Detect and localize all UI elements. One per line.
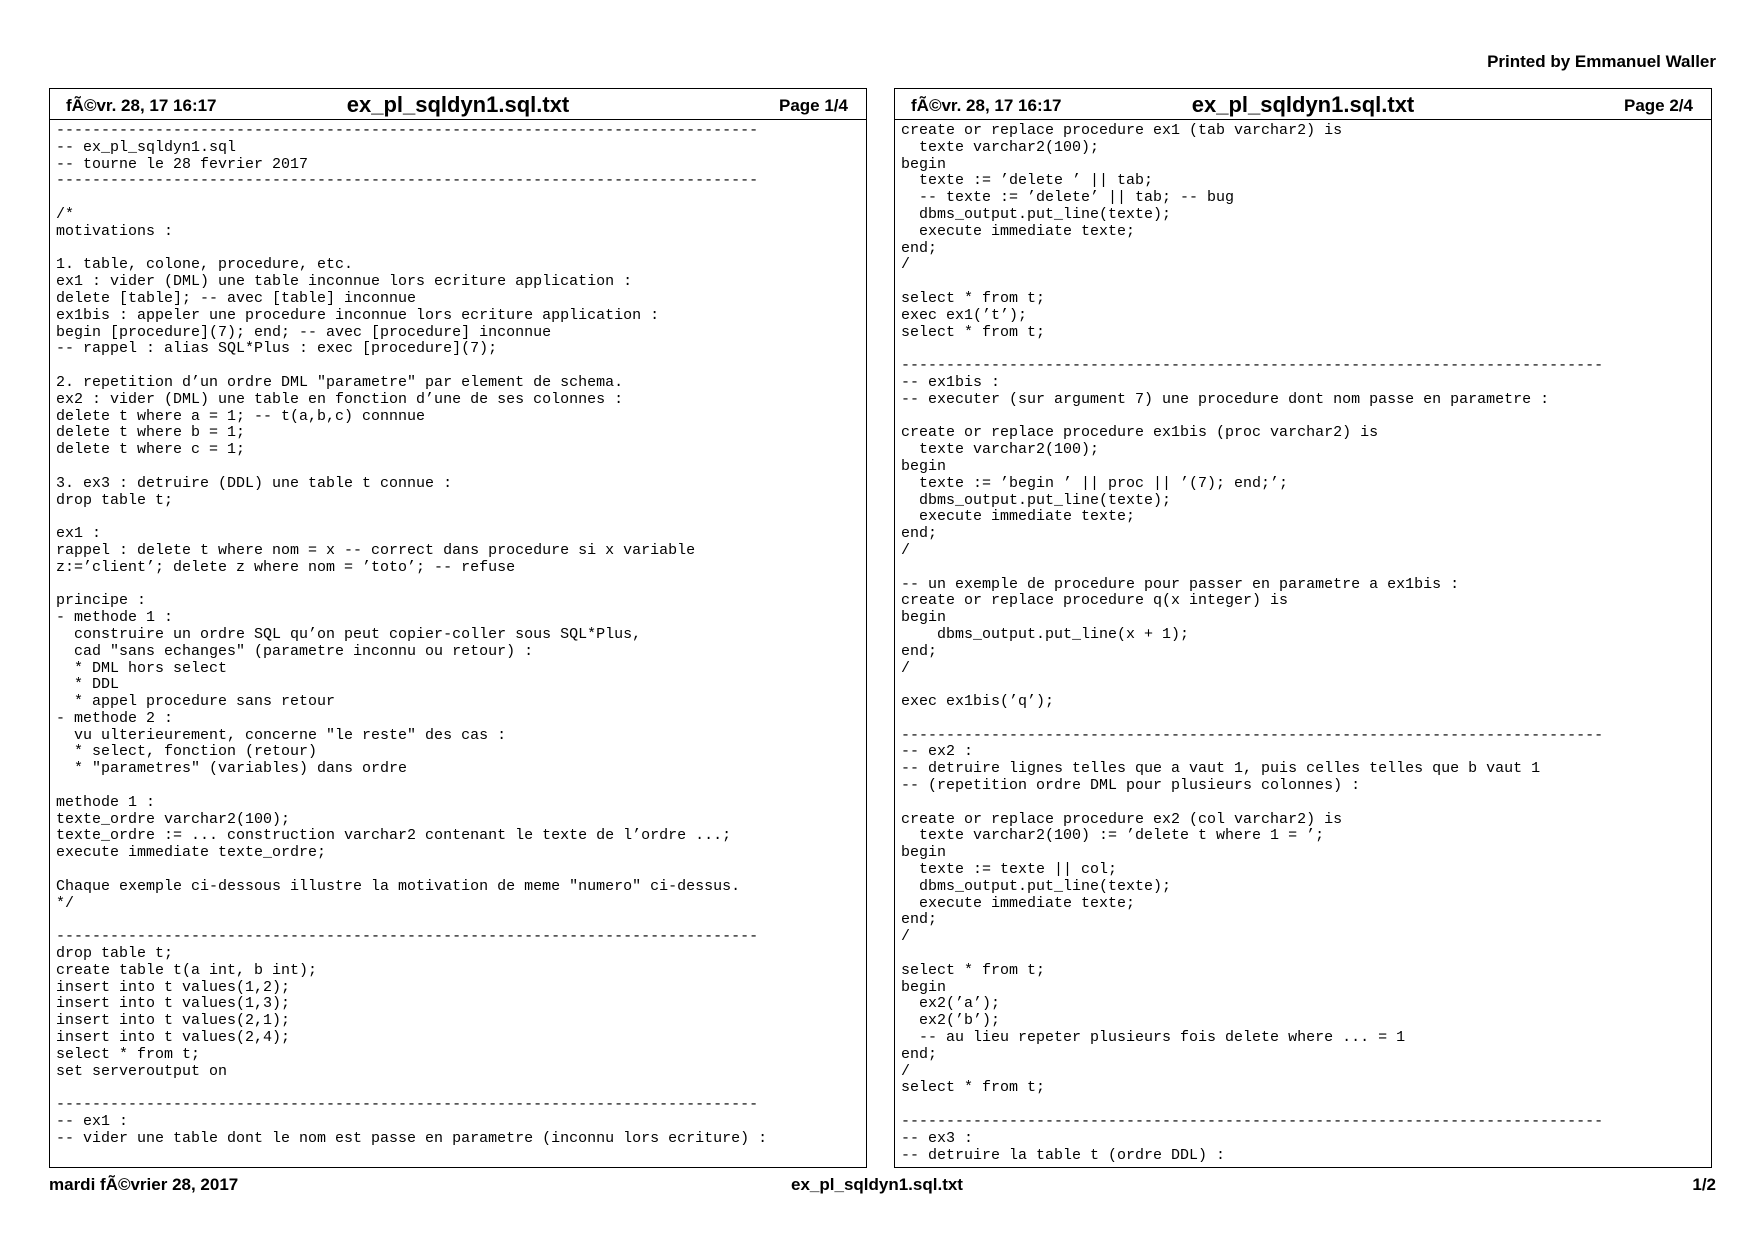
header-date: fÃ©vr. 28, 17 16:17 <box>66 96 217 115</box>
page-header-1 <box>50 89 866 120</box>
page-panel-2 <box>894 88 1712 1168</box>
header-filename: ex_pl_sqldyn1.sql.txt <box>346 92 570 117</box>
page-panel-1 <box>49 88 867 1168</box>
page-body-1 <box>56 120 862 1167</box>
page-header-2 <box>895 89 1711 120</box>
footer-date: mardi fÃ©vrier 28, 2017 <box>49 1175 239 1194</box>
page-body-2 <box>901 120 1707 1167</box>
printed-by-label: Printed by Emmanuel Waller <box>1487 52 1716 71</box>
header-page-number: Page 1/4 <box>779 96 848 115</box>
header-page-number: Page 2/4 <box>1624 96 1693 115</box>
header-filename: ex_pl_sqldyn1.sql.txt <box>1191 92 1415 117</box>
header-date: fÃ©vr. 28, 17 16:17 <box>911 96 1062 115</box>
footer-filename: ex_pl_sqldyn1.sql.txt <box>791 1175 963 1194</box>
code-listing-page-2: create or replace procedure ex1 (tab varchar2) is texte varchar2(100); begin texte := ’delete ’ || tab; -- texte := ’delete’ || tab; -- bug dbms_output.put_line(texte); execute immediate texte; end; / select * from t; exec ex1(’t’); select * from t; ------------------------------------------------------------------------------ -- ex1bis : -- executer (sur argument 7) une procedure dont nom passe en parametre : create or replace procedure ex1bis (proc varchar2) is texte varchar2(100); begin texte := ’begin ’ || proc || ’(7); end;’; dbms_output.put_line(texte); execute immediate texte; end; / -- un exemple de procedure pour passer en parametre a ex1bis : create or replace procedure q(x integer) is begin dbms_output.put_line(x + 1); end; / exec ex1bis(’q’); ------------------------------------------------------------------------------ -- ex2 : -- detruire lignes telles que a vaut 1, puis celles telles que b vaut 1 -- (repetition ordre DML pour plusieurs colonnes) : create or replace procedure ex2 (col varchar2) is texte varchar2(100) := ’delete t where 1 = ’; begin texte := texte || col; dbms_output.put_line(texte); execute immediate texte; end; / select * from t; begin ex2(’a’); ex2(’b’); -- au lieu repeter plusieurs fois delete where ... = 1 end; / select * from t; ------------------------------------------------------------------------------ -- ex3 : -- detruire la table t (ordre DDL) : <box>901 122 1604 1164</box>
footer-sheet-number: 1/2 <box>1692 1175 1716 1194</box>
code-listing-page-1: ------------------------------------------------------------------------------ -- ex_pl_sqldyn1.sql -- tourne le 28 fevrier 2017 ------------------------------------------------------------------------------ /* motivations : 1. table, colone, procedure, etc. ex1 : vider (DML) une table inconnue lors ecriture application : delete [table]; -- avec [table] inconnue ex1bis : appeler une procedure inconnue lors ecriture application : begin [procedure](7); end; -- avec [procedure] inconnue -- rappel : alias SQL*Plus : exec [procedure](7); 2. repetition d’un ordre DML "parametre" par element de schema. ex2 : vider (DML) une table en fonction d’une de ses colonnes : delete t where a = 1; -- t(a,b,c) connnue delete t where b = 1; delete t where c = 1; 3. ex3 : detruire (DDL) une table t connue : drop table t; ex1 : rappel : delete t where nom = x -- correct dans procedure si x variable z:=’client’; delete z where nom = ’toto’; -- refuse principe : - methode 1 : construire un ordre SQL qu’on peut copier-coller sous SQL*Plus, cad "sans echanges" (parametre inconnu ou retour) : * DML hors select * DDL * appel procedure sans retour - methode 2 : vu ulterieurement, concerne "le reste" des cas : * select, fonction (retour) * "parametres" (variables) dans ordre methode 1 : texte_ordre varchar2(100); texte_ordre := ... construction varchar2 contenant le texte de l’ordre ...; execute immediate texte_ordre; Chaque exemple ci-dessous illustre la motivation de meme "numero" ci-dessus. */ ------------------------------------------------------------------------------ drop table t; create table t(a int, b int); insert into t values(1,2); insert into t values(1,3); insert into t values(2,1); insert into t values(2,4); select * from t; set serveroutput on ------------------------------------------------------------------------------ -- ex1 : -- vider une table dont le nom est passe en parametre (inconnu lors ecriture) : <box>56 122 768 1147</box>
